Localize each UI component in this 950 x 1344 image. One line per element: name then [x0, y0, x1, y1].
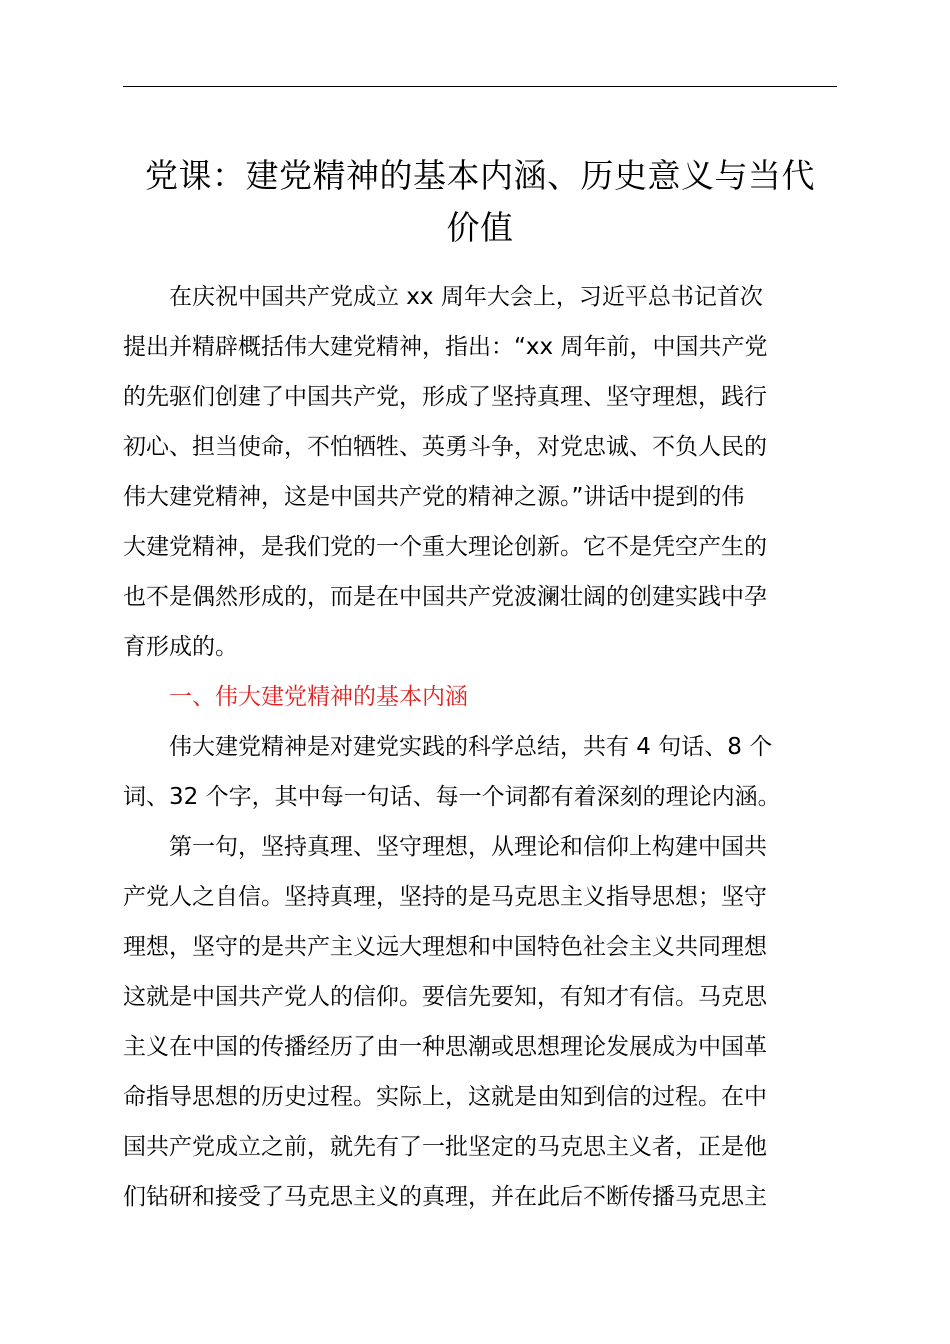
heading-text: 一、伟大建党精神的基本内涵 — [169, 684, 468, 710]
text-line: 伟大建党精神是对建党实践的科学总结，共有 4 句话、8 个 — [169, 734, 773, 760]
text-line: 育形成的。 — [123, 634, 238, 660]
text-line: 大建党精神，是我们党的一个重大理论创新。它不是凭空产生的 — [123, 534, 767, 560]
text-line: 国共产党成立之前，就先有了一批坚定的马克思主义者，正是他 — [123, 1134, 767, 1160]
text-line: 词、32 个字，其中每一句话、每一个词都有着深刻的理论内涵。 — [123, 784, 781, 810]
text-line: 主义在中国的传播经历了由一种思潮或思想理论发展成为中国革 — [123, 1034, 767, 1060]
text-line: 也不是偶然形成的，而是在中国共产党波澜壮阔的创建实践中孕 — [123, 584, 767, 610]
section-heading — [123, 672, 837, 722]
text-line: 理想，坚守的是共产主义远大理想和中国特色社会主义共同理想 — [123, 934, 767, 960]
text-line: 提出并精辟概括伟大建党精神，指出：“xx 周年前，中国共产党 — [123, 334, 768, 360]
paragraph-first-sentence — [123, 822, 837, 1222]
text-line: 这就是中国共产党人的信仰。要信先要知，有知才有信。马克思 — [123, 984, 767, 1010]
text-line: 第一句，坚持真理、坚守理想，从理论和信仰上构建中国共 — [169, 834, 767, 860]
text-line: 命指导思想的历史过程。实际上，这就是由知到信的过程。在中 — [123, 1084, 767, 1110]
text-line: 初心、担当使命，不怕牺牲、英勇斗争，对党忠诚、不负人民的 — [123, 434, 767, 460]
document-title — [123, 150, 837, 254]
paragraph-summary — [123, 722, 837, 822]
title-line: 党课：建党精神的基本内涵、历史意义与当代 — [145, 156, 815, 195]
text-line: 产党人之自信。坚持真理，坚持的是马克思主义指导思想；坚守 — [123, 884, 767, 910]
paragraph-intro — [123, 272, 837, 672]
text-line: 在庆祝中国共产党成立 xx 周年大会上，习近平总书记首次 — [169, 284, 763, 310]
header-rule — [123, 86, 837, 87]
text-line: 的先驱们创建了中国共产党，形成了坚持真理、坚守理想，践行 — [123, 384, 767, 410]
text-line: 伟大建党精神，这是中国共产党的精神之源。”讲话中提到的伟 — [123, 484, 745, 510]
title-line: 价值 — [446, 208, 514, 247]
document-body — [123, 272, 837, 1222]
text-line: 们钻研和接受了马克思主义的真理，并在此后不断传播马克思主 — [123, 1184, 767, 1210]
